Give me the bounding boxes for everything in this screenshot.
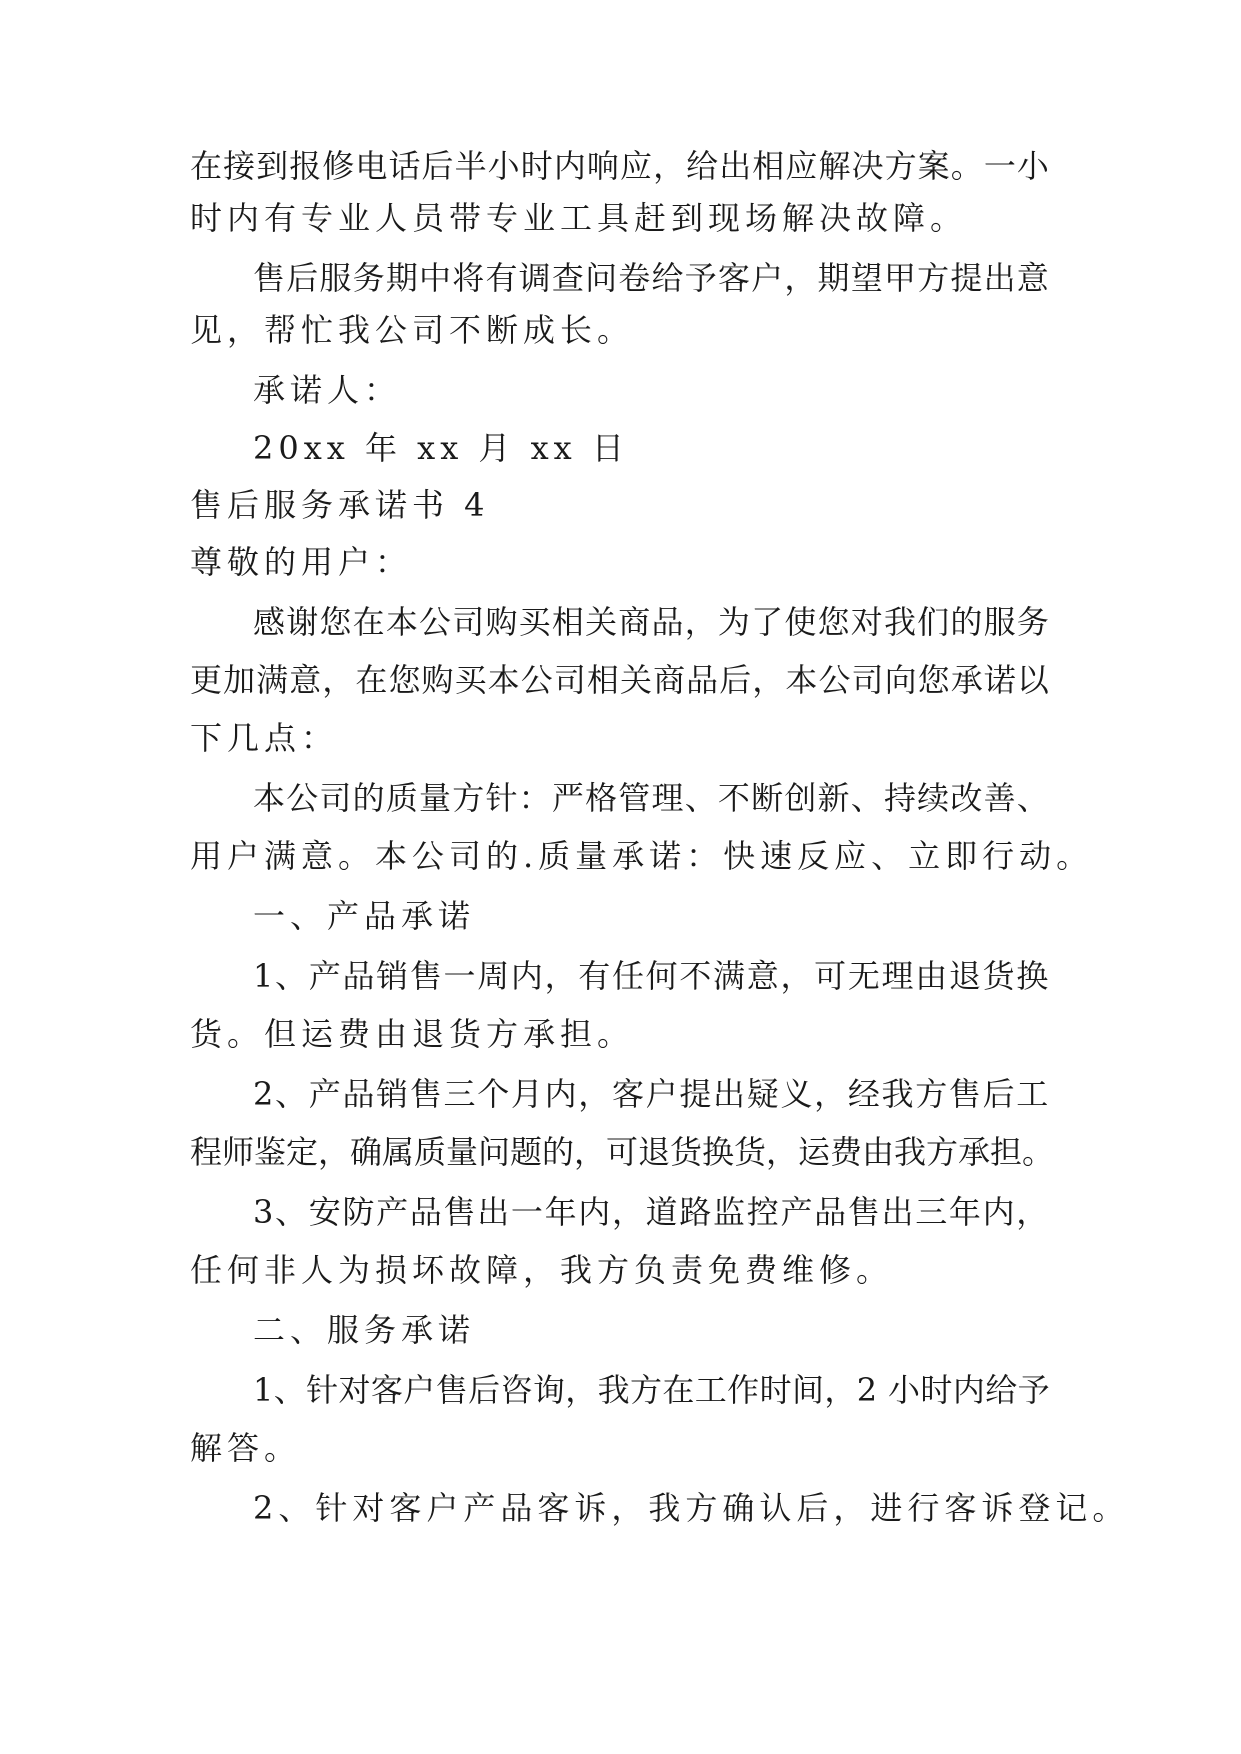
text-line: 3、安防产品售出一年内，道路监控产品售出三年内， xyxy=(253,1193,1050,1231)
text-line: 1、针对客户售后咨询，我方在工作时间，2 小时内给予 xyxy=(253,1371,1050,1409)
text-line: 用户满意。本公司的.质量承诺：快速反应、立即行动。 xyxy=(190,837,1094,875)
text-line: 程师鉴定，确属质量问题的，可退货换货，运费由我方承担。 xyxy=(190,1133,1055,1171)
text-line: 解答。 xyxy=(190,1429,302,1467)
subsection-heading: 二、服务承诺 xyxy=(253,1311,476,1349)
text-line: 感谢您在本公司购买相关商品，为了使您对我们的服务 xyxy=(253,603,1050,641)
text-line: 2、针对客户产品客诉，我方确认后，进行客诉登记。 xyxy=(253,1489,1130,1527)
text-line: 更加满意，在您购买本公司相关商品后，本公司向您承诺以 xyxy=(190,661,1050,699)
text-line: 下几点： xyxy=(190,719,339,757)
text-line: 时内有专业人员带专业工具赶到现场解决故障。 xyxy=(190,199,968,237)
text-line: 2、产品销售三个月内，客户提出疑义，经我方售后工 xyxy=(253,1075,1050,1113)
text-line: 售后服务期中将有调查问卷给予客户，期望甲方提出意 xyxy=(253,259,1050,297)
text-line: 本公司的质量方针：严格管理、不断创新、持续改善、 xyxy=(253,779,1050,817)
section-title: 售后服务承诺书 4 xyxy=(190,486,490,524)
salutation: 尊敬的用户： xyxy=(190,543,413,581)
text-line: 1、产品销售一周内，有任何不满意，可无理由退货换 xyxy=(253,957,1050,995)
text-line: 在接到报修电话后半小时内响应，给出相应解决方案。一小 xyxy=(190,147,1050,185)
signatory-label: 承诺人： xyxy=(253,371,402,409)
subsection-heading: 一、产品承诺 xyxy=(253,897,476,935)
text-line: 见，帮忙我公司不断成长。 xyxy=(190,311,635,349)
text-line: 任何非人为损坏故障，我方负责免费维修。 xyxy=(190,1251,894,1289)
text-line: 货。但运费由退货方承担。 xyxy=(190,1015,635,1053)
date-line: 20xx 年 xx 月 xx 日 xyxy=(253,429,629,467)
